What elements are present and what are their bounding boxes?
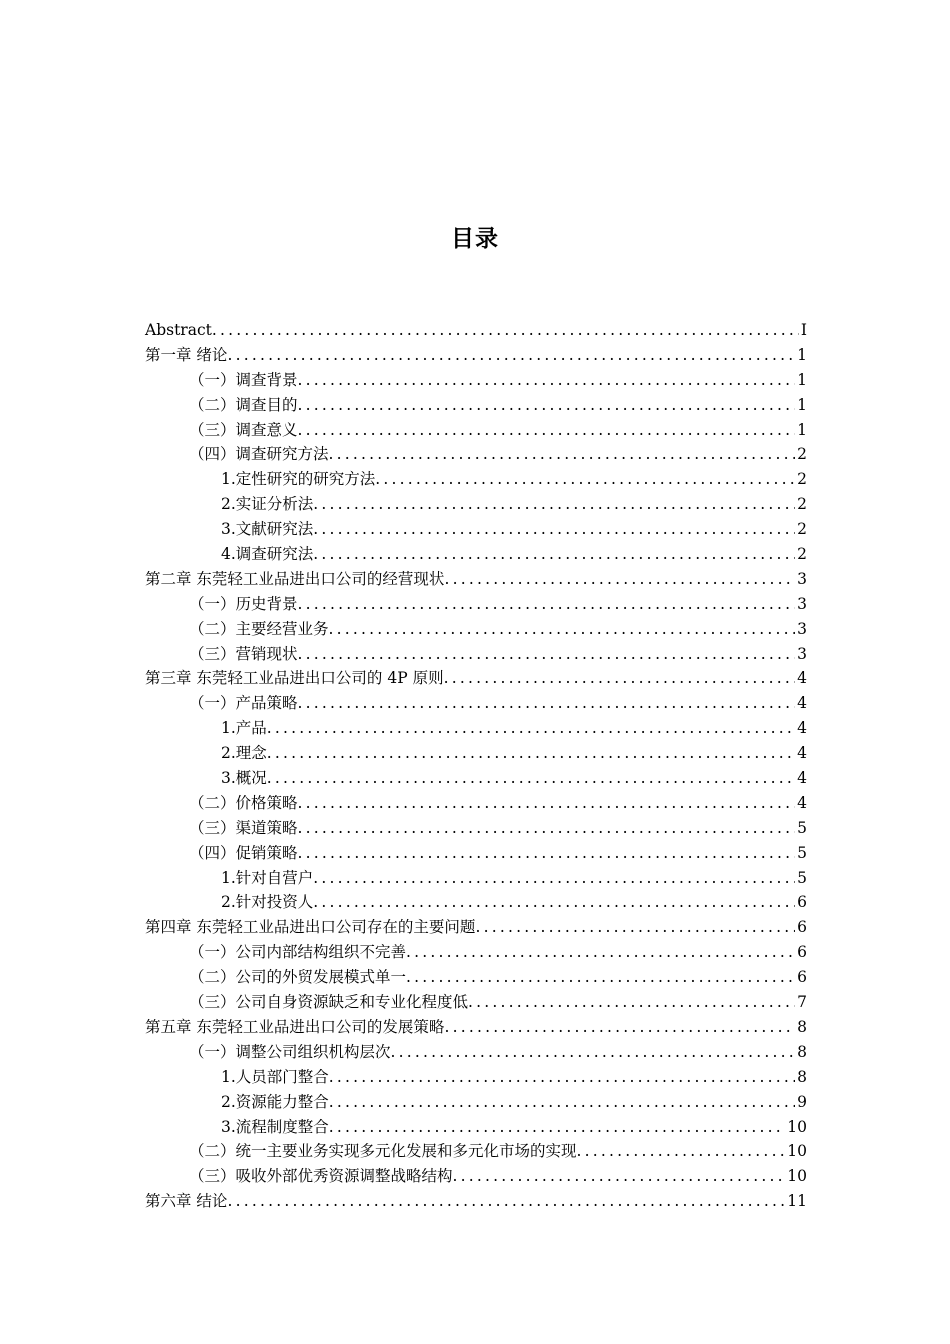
- toc-page-number: 6: [797, 943, 807, 962]
- toc-entry[interactable]: [145, 666, 807, 691]
- toc-page-number: 8: [797, 1017, 807, 1036]
- toc-page-number: 7: [797, 993, 807, 1012]
- toc-entry[interactable]: [145, 816, 807, 841]
- toc-dot-leader: [298, 816, 796, 841]
- toc-dot-leader: [406, 965, 795, 990]
- toc-entry[interactable]: [145, 1090, 807, 1115]
- toc-page-number: 5: [797, 868, 807, 887]
- toc-entry-text: （二）调查目的: [189, 395, 298, 414]
- toc-entry-text: 1.人员部门整合: [221, 1067, 329, 1086]
- toc-entry[interactable]: [145, 915, 807, 940]
- toc-dot-leader: [313, 542, 795, 567]
- toc-entry[interactable]: [145, 617, 807, 642]
- toc-dot-leader: [444, 666, 796, 691]
- toc-entry-text: （一）公司内部结构组织不完善: [189, 943, 407, 962]
- toc-page-number: 6: [797, 968, 807, 987]
- toc-entry[interactable]: [145, 766, 807, 791]
- toc-entry-text: （三）渠道策略: [189, 818, 298, 837]
- toc-entry-text: （一）调整公司组织机构层次: [189, 1042, 391, 1061]
- toc-dot-leader: [298, 368, 796, 393]
- toc-page-number: 10: [787, 1167, 807, 1186]
- toc-entry[interactable]: [145, 841, 807, 866]
- toc-dot-leader: [375, 467, 795, 492]
- table-of-contents: [145, 318, 807, 1214]
- toc-entry-text: （三）调查意义: [189, 420, 298, 439]
- toc-page-number: 5: [797, 818, 807, 837]
- toc-dot-leader: [313, 492, 795, 517]
- toc-page-number: 3: [797, 644, 807, 663]
- toc-entry[interactable]: [145, 418, 807, 443]
- toc-entry[interactable]: [145, 642, 807, 667]
- toc-dot-leader: [329, 442, 796, 467]
- toc-entry-text: 第四章 东莞轻工业品进出口公司存在的主要问题: [145, 918, 476, 937]
- toc-dot-leader: [475, 915, 795, 940]
- toc-entry[interactable]: [145, 542, 807, 567]
- toc-entry[interactable]: [145, 990, 807, 1015]
- toc-dot-leader: [313, 890, 795, 915]
- toc-entry[interactable]: [145, 1139, 807, 1164]
- toc-dot-leader: [391, 1040, 796, 1065]
- toc-page-number: 2: [797, 520, 807, 539]
- toc-dot-leader: [298, 642, 796, 667]
- toc-entry-text: 1.定性研究的研究方法: [221, 470, 376, 489]
- toc-dot-leader: [329, 1115, 785, 1140]
- toc-entry-text: 4.调查研究法: [221, 545, 314, 564]
- toc-dot-leader: [298, 841, 796, 866]
- toc-page-number: 9: [797, 1092, 807, 1111]
- toc-entry[interactable]: [145, 741, 807, 766]
- toc-page-number: 1: [797, 395, 807, 414]
- toc-entry[interactable]: [145, 1040, 807, 1065]
- toc-entry[interactable]: [145, 965, 807, 990]
- toc-entry-text: 1.针对自营户: [221, 868, 314, 887]
- toc-entry-text: （二）价格策略: [189, 793, 298, 812]
- toc-entry[interactable]: [145, 716, 807, 741]
- toc-page-number: 10: [787, 1117, 807, 1136]
- toc-page-number: 4: [797, 793, 807, 812]
- toc-entry-text: （三）营销现状: [189, 644, 298, 663]
- toc-entry-text: 第三章 东莞轻工业品进出口公司的 4P 原则: [145, 669, 444, 688]
- toc-page-number: 2: [797, 470, 807, 489]
- toc-page-number: 11: [787, 1192, 807, 1211]
- toc-entry[interactable]: [145, 393, 807, 418]
- toc-page-number: 3: [797, 619, 807, 638]
- toc-page-number: 8: [797, 1042, 807, 1061]
- toc-dot-leader: [577, 1139, 786, 1164]
- toc-dot-leader: [298, 691, 796, 716]
- toc-dot-leader: [227, 1189, 785, 1214]
- toc-page-number: 1: [797, 370, 807, 389]
- toc-page-number: 8: [797, 1067, 807, 1086]
- toc-dot-leader: [267, 766, 795, 791]
- toc-dot-leader: [453, 1164, 786, 1189]
- toc-entry-text: 第六章 结论: [145, 1192, 228, 1211]
- toc-dot-leader: [298, 418, 796, 443]
- toc-page-number: 1: [797, 345, 807, 364]
- toc-page-number: 4: [797, 669, 807, 688]
- toc-entry-text: （一）产品策略: [189, 694, 298, 713]
- toc-entry-text: 第一章 绪论: [145, 345, 228, 364]
- toc-entry[interactable]: [145, 517, 807, 542]
- toc-entry-text: Abstract: [145, 321, 212, 339]
- toc-entry[interactable]: [145, 592, 807, 617]
- toc-entry[interactable]: [145, 890, 807, 915]
- toc-entry[interactable]: [145, 467, 807, 492]
- toc-entry[interactable]: [145, 318, 807, 343]
- toc-dot-leader: [329, 1065, 795, 1090]
- toc-dot-leader: [313, 517, 795, 542]
- toc-entry-text: 2.针对投资人: [221, 893, 314, 912]
- toc-entry[interactable]: [145, 442, 807, 467]
- toc-entry-text: 第五章 东莞轻工业品进出口公司的发展策略: [145, 1017, 445, 1036]
- toc-entry[interactable]: [145, 1115, 807, 1140]
- toc-entry[interactable]: [145, 791, 807, 816]
- toc-dot-leader: [313, 866, 795, 891]
- toc-entry[interactable]: [145, 1065, 807, 1090]
- toc-page-number: 4: [797, 744, 807, 763]
- toc-entry-text: 3.概况: [221, 769, 267, 788]
- toc-page-number: 3: [797, 594, 807, 613]
- toc-entry-text: （二）统一主要业务实现多元化发展和多元化市场的实现: [189, 1142, 577, 1161]
- toc-entry-text: 2.资源能力整合: [221, 1092, 329, 1111]
- toc-dot-leader: [329, 1090, 795, 1115]
- toc-page-number: 3: [797, 569, 807, 588]
- toc-dot-leader: [298, 592, 796, 617]
- toc-entry[interactable]: [145, 567, 807, 592]
- toc-entry-text: （二）主要经营业务: [189, 619, 329, 638]
- toc-entry-text: 3.文献研究法: [221, 520, 314, 539]
- toc-page-number: 4: [797, 694, 807, 713]
- toc-entry-text: 1.产品: [221, 719, 267, 738]
- toc-entry-text: 3.流程制度整合: [221, 1117, 329, 1136]
- toc-entry[interactable]: [145, 1015, 807, 1040]
- toc-entry[interactable]: [145, 492, 807, 517]
- toc-entry-text: （四）促销策略: [189, 843, 298, 862]
- toc-page-number: 2: [797, 495, 807, 514]
- toc-entry[interactable]: [145, 691, 807, 716]
- toc-entry[interactable]: [145, 368, 807, 393]
- toc-page-number: 2: [797, 445, 807, 464]
- toc-entry-text: （四）调查研究方法: [189, 445, 329, 464]
- toc-dot-leader: [298, 791, 796, 816]
- toc-entry-text: 2.实证分析法: [221, 495, 314, 514]
- toc-dot-leader: [329, 617, 796, 642]
- toc-entry[interactable]: [145, 1164, 807, 1189]
- toc-page-number: 6: [797, 893, 807, 912]
- toc-page-number: 4: [797, 769, 807, 788]
- toc-entry[interactable]: [145, 343, 807, 368]
- toc-entry-text: 2.理念: [221, 744, 267, 763]
- toc-entry-text: （一）调查背景: [189, 370, 298, 389]
- toc-dot-leader: [212, 318, 799, 343]
- toc-dot-leader: [267, 716, 795, 741]
- page-title: 目录: [451, 226, 499, 252]
- toc-entry[interactable]: [145, 940, 807, 965]
- toc-entry[interactable]: [145, 1189, 807, 1214]
- toc-dot-leader: [444, 567, 795, 592]
- toc-entry-text: 第二章 东莞轻工业品进出口公司的经营现状: [145, 569, 445, 588]
- toc-dot-leader: [444, 1015, 795, 1040]
- toc-page-number: 1: [797, 420, 807, 439]
- toc-page-number: I: [800, 321, 807, 339]
- toc-page-number: 5: [797, 843, 807, 862]
- toc-entry-text: （二）公司的外贸发展模式单一: [189, 968, 407, 987]
- toc-page-number: 10: [787, 1142, 807, 1161]
- toc-dot-leader: [267, 741, 795, 766]
- toc-dot-leader: [227, 343, 795, 368]
- toc-entry-text: （三）公司自身资源缺乏和专业化程度低: [189, 993, 469, 1012]
- toc-entry-text: （一）历史背景: [189, 594, 298, 613]
- toc-page-number: 2: [797, 545, 807, 564]
- toc-entry-text: （三）吸收外部优秀资源调整战略结构: [189, 1167, 453, 1186]
- toc-page-number: 4: [797, 719, 807, 738]
- toc-dot-leader: [298, 393, 796, 418]
- toc-entry[interactable]: [145, 866, 807, 891]
- toc-dot-leader: [406, 940, 795, 965]
- toc-dot-leader: [468, 990, 795, 1015]
- toc-page-number: 6: [797, 918, 807, 937]
